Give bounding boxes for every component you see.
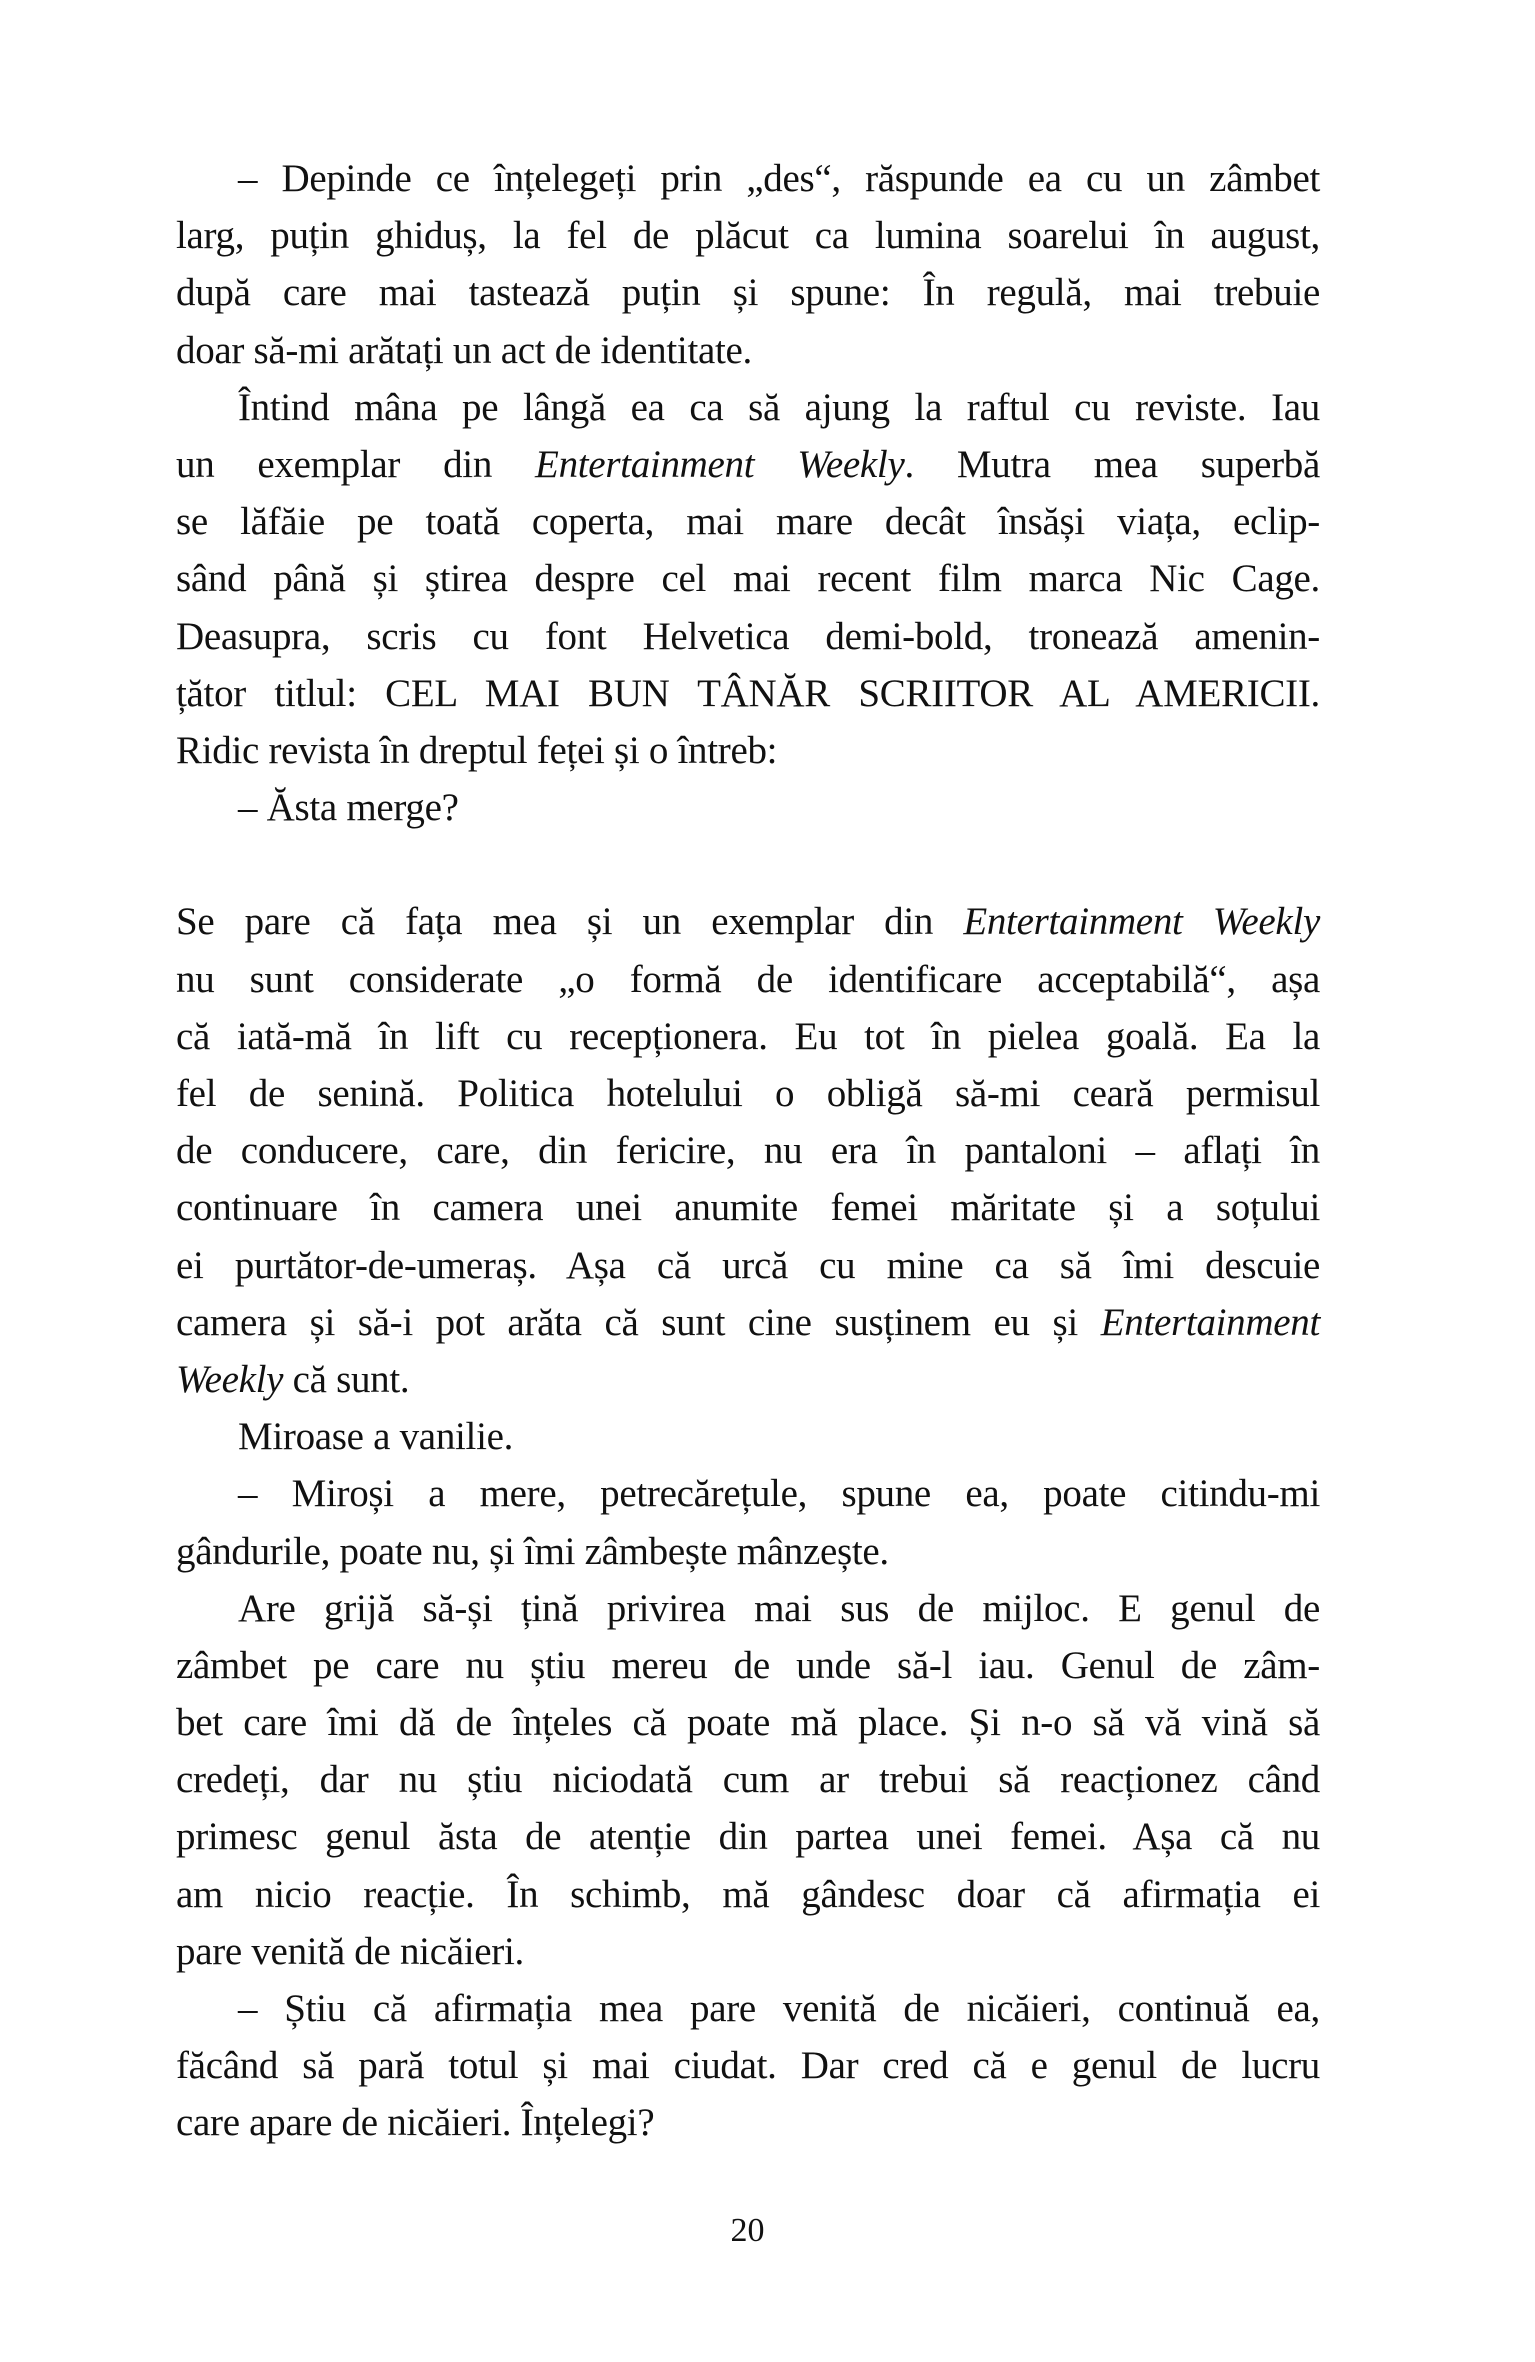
text-segment: că iată-mă în lift cu recepționera. Eu tot în pielea goală. Ea la [176,1014,1320,1058]
text-segment: credeți, dar nu știu niciodată cum ar trebui să reacționez când [176,1758,1320,1802]
body-text [176,150,1320,2152]
text-line [176,436,1320,493]
text-line [176,1408,1320,1465]
italic-title: Entertainment Weekly [963,900,1320,944]
text-segment: Miroase a vanilie. [238,1415,514,1459]
blank-line [176,836,1320,893]
text-segment: primesc genul ăsta de atenție din partea unei femei. Așa că nu [176,1815,1320,1859]
text-segment: bet care îmi dă de înțeles că poate mă place. Și n-o să vă vină să [176,1701,1320,1745]
text-segment: Are grijă să-și țină privirea mai sus de mijloc. E genul de [238,1586,1320,1630]
text-line [176,1122,1320,1179]
text-line [176,951,1320,1008]
text-line [176,1980,1320,2037]
text-line [176,264,1320,321]
text-segment: de conducere, care, din fericire, nu era în pantaloni – aflați în [176,1129,1320,1173]
text-segment: – Miroși a mere, petrecărețule, spune ea, poate citindu-mi [238,1472,1320,1516]
text-line [176,1808,1320,1865]
text-segment: – Știu că afirmația mea pare venită de nicăieri, continuă ea, [238,1987,1320,2030]
text-line [176,550,1320,607]
text-line [176,2094,1320,2151]
text-segment: gândurile, poate nu, și îmi zâmbește mânzește. [176,1529,889,1573]
text-segment: după care mai tastează puțin și spune: În regulă, mai trebuie [176,271,1320,315]
text-line [176,207,1320,264]
italic-title: Entertainment [1100,1300,1320,1344]
text-line [176,779,1320,836]
text-segment: Se pare că fața mea și un exemplar din [176,900,964,944]
text-line [176,893,1320,950]
text-line [176,322,1320,379]
text-segment: doar să-mi arătați un act de identitate. [176,328,752,372]
text-segment: am nicio reacție. În schimb, mă gândesc doar că afirmația ei [176,1872,1320,1916]
italic-title: Weekly [176,1357,284,1401]
text-line [176,1694,1320,1751]
text-segment: continuare în camera unei anumite femei măritate și a soțului [176,1186,1320,1230]
italic-title: Entertainment Weekly [535,442,905,486]
text-segment: un exemplar din [176,442,536,486]
text-line [176,379,1320,436]
text-line [176,1294,1320,1351]
text-segment: Întind mâna pe lângă ea ca să ajung la raftul cu reviste. Iau [238,385,1320,429]
text-segment: că sunt. [283,1357,410,1401]
text-line [176,665,1320,722]
text-segment: care apare de nicăieri. Înțelegi? [176,2101,655,2145]
text-line [176,1923,1320,1980]
text-segment: – Ăsta merge? [238,786,459,830]
text-line [176,2037,1320,2094]
text-line [176,1237,1320,1294]
text-segment: făcând să pară totul și mai ciudat. Dar cred că e genul de lucru [176,2044,1320,2088]
text-line [176,1751,1320,1808]
text-line [176,1065,1320,1122]
text-segment: țător titlul: CEL MAI BUN TÂNĂR SCRIITOR AL AMERICII. [176,671,1320,715]
text-segment: nu sunt considerate „o formă de identificare acceptabilă“, așa [176,957,1320,1001]
text-line [176,1580,1320,1637]
text-segment: larg, puțin ghiduș, la fel de plăcut ca lumina soarelui în august, [176,214,1320,258]
text-line [176,1523,1320,1580]
text-segment: . Mutra mea superbă [904,442,1320,486]
text-line [176,1637,1320,1694]
text-segment: Ridic revista în dreptul feței și o întreb: [176,728,778,772]
text-segment: fel de senină. Politica hotelului o obligă să-mi ceară permisul [176,1072,1320,1115]
text-segment: Deasupra, scris cu font Helvetica demi-bold, tronează amenin- [176,614,1320,658]
text-line [176,1008,1320,1065]
text-line [176,1351,1320,1408]
text-line [176,1465,1320,1522]
text-segment: ei purtător-de-umeraș. Așa că urcă cu mine ca să îmi descuie [176,1243,1320,1287]
text-segment: se lăfăie pe toată coperta, mai mare decât însăși viața, eclip- [176,500,1320,544]
text-segment: zâmbet pe care nu știu mereu de unde să-l iau. Genul de zâm- [176,1643,1320,1687]
text-line [176,1179,1320,1236]
text-line [176,608,1320,665]
text-line [176,722,1320,779]
text-line [176,1866,1320,1923]
text-segment: – Depinde ce înțelegeți prin „des“, răspunde ea cu un zâmbet [238,157,1320,200]
text-line [176,493,1320,550]
text-segment: camera și să-i pot arăta că sunt cine susținem eu și [176,1300,1101,1344]
text-segment: sând până și știrea despre cel mai recent film marca Nic Cage. [176,557,1320,601]
text-segment: pare venită de nicăieri. [176,1929,524,1973]
text-line [176,150,1320,207]
page-number: 20 [730,2212,765,2249]
